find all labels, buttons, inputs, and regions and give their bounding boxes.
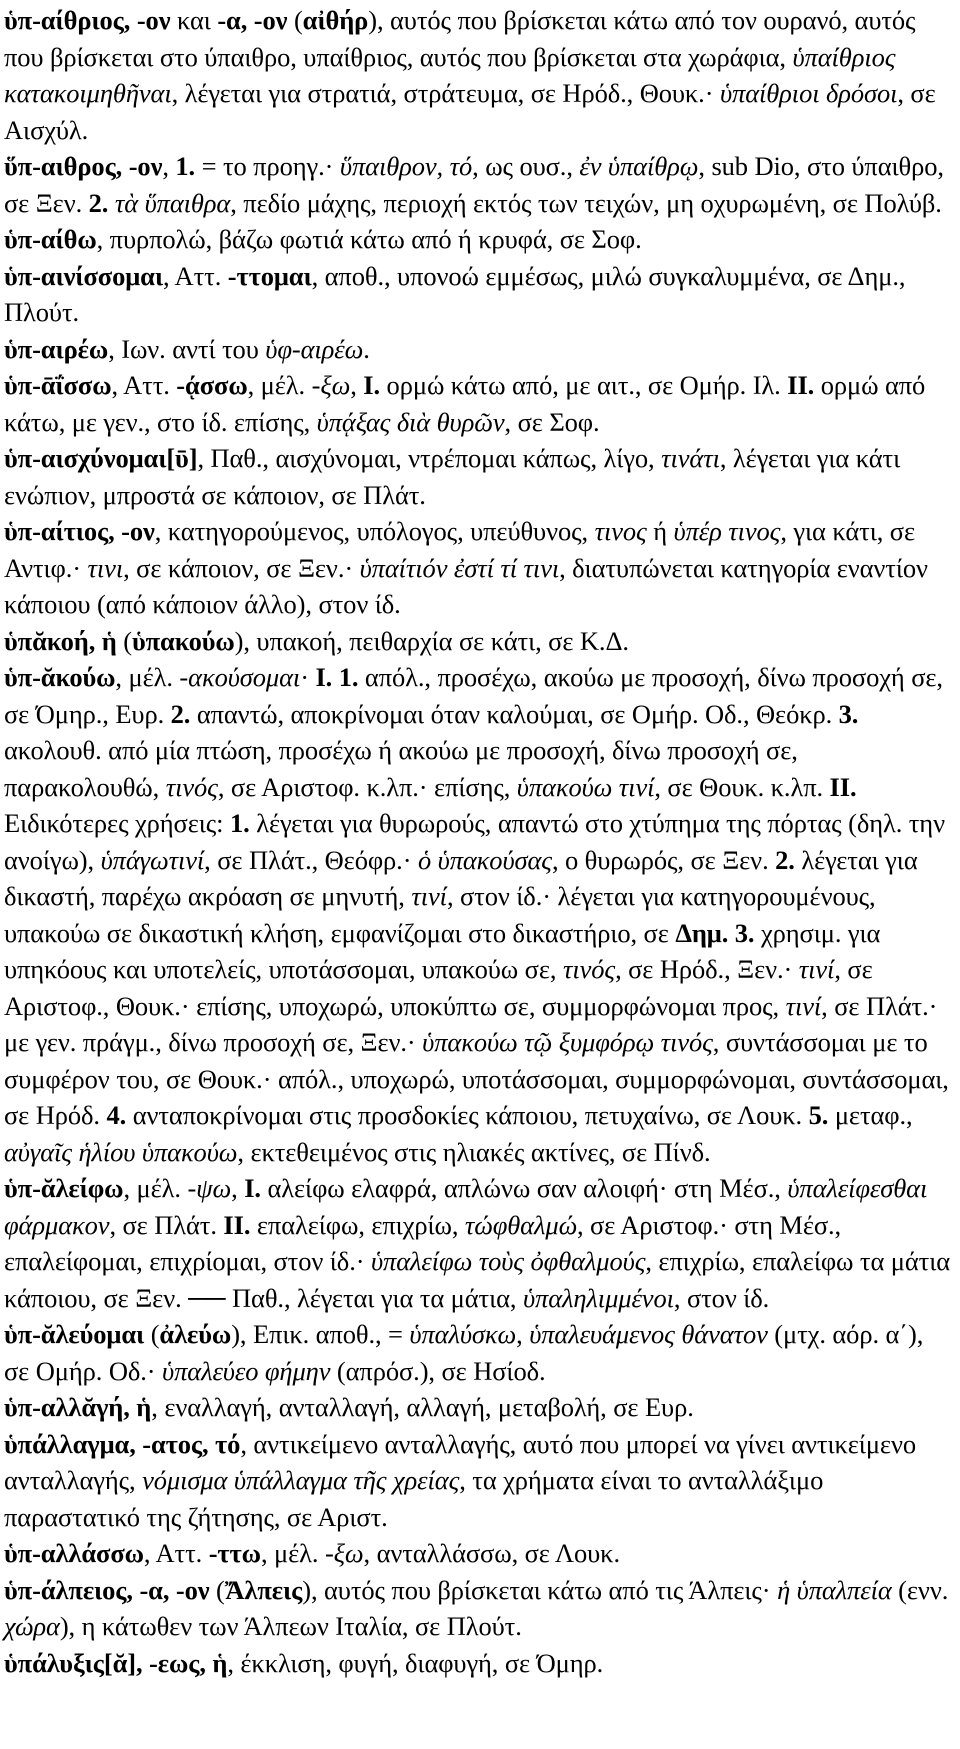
dictionary-entry (4, 367, 952, 440)
entry-text: χρησιμ. για υπηκόους και υποτελείς, υποτάσσομαι, υπακούω σε, (4, 917, 881, 984)
entry-text: ), η κάτωθεν των Άλπεων Ιταλία, σε Πλούτ. (59, 1611, 522, 1641)
entry-text: , πυρπολώ, βάζω φωτιά κάτω από ή κρυφά, σε Σοφ. (96, 224, 642, 254)
entry-text: , (231, 1173, 245, 1203)
dictionary-entry (4, 221, 952, 258)
entry-italic-text: τινί (785, 990, 822, 1021)
entry-bold-text: ὑπ-ᾰλεύομαι (4, 1319, 145, 1349)
entry-italic-text: -ψω (187, 1173, 232, 1203)
entry-text: (απρόσ.), σε Ησίοδ. (330, 1355, 546, 1386)
dictionary-entry (4, 148, 952, 221)
entry-bold-text: ὑπάλυξις[ᾰ], -εως, ἡ (4, 1647, 228, 1678)
entry-italic-text: τινί (411, 881, 447, 911)
entry-italic-text: ὑπακούω τῷ ξυμφόρῳ τινός (422, 1027, 713, 1057)
entry-text: μεταφ., (828, 1100, 913, 1130)
entry-text: , σε Σοφ. (504, 406, 600, 437)
entry-bold-text: ὑπ-αιρέω (4, 333, 109, 364)
entry-text: , για κάτι, σε Αντιφ.· (4, 516, 915, 583)
entry-bold-text: I. (244, 1173, 261, 1203)
entry-bold-text: -ττω (208, 1538, 261, 1568)
entry-text: ), υπακοή, πειθαρχία σε κάτι, σε Κ.Δ. (234, 625, 629, 656)
entry-bold-text: ἀλεύω (159, 1319, 232, 1349)
entry-text: , αποθ., υπονοώ εμμέσως, μιλώ συγκαλυμμένα, σε Δημ., Πλούτ. (4, 260, 906, 327)
entry-italic-text: ἡ ὑπαλπεία (777, 1574, 892, 1605)
dictionary-entry (4, 1645, 952, 1682)
entry-bold-text: ὑπ-αισχύνομαι[ῡ] (4, 443, 198, 473)
entry-text: ανταποκρίνομαι στις προσδοκίες κάποιου, πετυχαίνω, σε Λουκ. (126, 1100, 809, 1130)
entry-bold-text: 3. (838, 698, 859, 729)
entry-text: , αντικείμενο ανταλλαγής, αυτό που μπορεί να γίνει αντικείμενο ανταλλαγής, (4, 1428, 916, 1495)
entry-text: και (170, 5, 218, 35)
entry-text: , Παθ., αισχύνομαι, ντρέπομαι κάπως, λίγο, (197, 443, 662, 473)
entry-text: , διατυπώνεται κατηγορία εναντίον κάποιου (από κάποιον άλλο), στον ίδ. (4, 552, 928, 619)
entry-text: Ειδικότερες χρήσεις: (4, 808, 230, 838)
entry-bold-text: ὑπακούω (131, 625, 235, 656)
entry-text: · (300, 662, 316, 692)
entry-italic-text: ὑπαίτιόν ἐστί τί τινι (359, 552, 560, 583)
entry-bold-text: II. (787, 370, 815, 400)
entry-text: ( (209, 1574, 225, 1605)
entry-bold-text: ὑπ-αίθω (4, 224, 97, 254)
entry-text: επαλείφω, επιχρίω, (250, 1209, 465, 1240)
entry-text: λέγεται για δικαστή, παρέχω ακρόαση σε μηνυτή, (4, 844, 918, 911)
entry-italic-text: ὑπακούω τινί (516, 771, 655, 802)
entry-bold-text: ὑπ-αλλᾰγή, ἡ (4, 1392, 152, 1422)
entry-text: ), Επικ. αποθ., = (231, 1319, 410, 1349)
entry-text: , σε Ηρόδ., Ξεν.· (615, 954, 799, 984)
entry-bold-text: ὑπ-αίτιος, -ον (4, 516, 155, 546)
entry-italic-text: ὑπέρ τινος (673, 516, 781, 546)
entry-bold-text: 2. (775, 844, 795, 875)
entry-bold-text: ὑπ-άλπειος, -α, -ον (4, 1574, 210, 1605)
dictionary-entry (4, 440, 952, 513)
entry-italic-text: τινί (798, 954, 835, 984)
dictionary-entry (4, 623, 952, 660)
entry-bold-text: -α, -ον (217, 5, 288, 35)
entry-bold-text: ὑπᾰκοή, ἡ (4, 625, 117, 656)
entry-text: , μέλ. (260, 1538, 325, 1568)
entry-text: , σε Αριστοφ.· στη Μέσ., επαλείφομαι, επιχρίομαι, στον ίδ.· (4, 1209, 842, 1276)
entry-italic-text: ὑπαίθριοι δρόσοι (719, 78, 898, 108)
entry-bold-text: 3. (734, 917, 755, 948)
dictionary-entry (4, 513, 952, 623)
entry-bold-text: 1. (175, 151, 196, 181)
dictionary-entry (4, 659, 952, 1170)
entry-italic-text: -ακούσομαι (179, 662, 301, 692)
entry-text: , λέγεται για στρατιά, στράτευμα, σε Ηρόδ., Θουκ.· (171, 78, 720, 108)
entry-text: , σε Πλάτ., Θεόφρ.· (204, 844, 418, 875)
entry-text: , σε Πλάτ. (109, 1209, 224, 1240)
entry-bold-text: ὑπ-ᾰκούω (4, 662, 116, 692)
entry-text: ή (646, 516, 674, 546)
entry-text: , σε Αριστοφ. κ.λπ.· επίσης, (217, 771, 517, 802)
entry-bold-text: -ᾴσσω (176, 370, 248, 400)
entry-italic-text: ὁ ὑπακούσας (417, 844, 552, 875)
entry-text: , Ιων. αντί του (108, 333, 266, 364)
entry-bold-text: ὑπάλλαγμα, -ατος, τό (4, 1428, 241, 1459)
entry-text: , σε Πλάτ.· με γεν. πράγμ., δίνω προσοχή σε, Ξεν.· (4, 990, 938, 1057)
entry-italic-text: ὑπαίθριος κατακοιμηθῆναι (4, 41, 896, 108)
entry-text: , στον ίδ. (673, 1282, 770, 1313)
entry-text: , στον ίδ.· λέγεται για κατηγορουμένους, υπακούω σε δικαστική κλήση, εμφανίζομαι στο δικαστήριο, σε (4, 881, 876, 948)
entry-text: . (363, 333, 370, 364)
entry-text: , μέλ. (247, 370, 312, 400)
entry-text: , εκτεθειμένος στις ηλιακές ακτίνες, σε Πίνδ. (237, 1136, 711, 1167)
entry-text: (ενν. (891, 1574, 949, 1605)
entry-text: , σε Θουκ. κ.λπ. (654, 771, 830, 802)
entry-text: ), αυτός που βρίσκεται κάτω από τις Άλπεις· (302, 1574, 778, 1605)
entry-bold-text: ὑπ-ᾰλείφω (4, 1173, 124, 1203)
entry-text: , Αττ. (143, 1538, 209, 1568)
entry-bold-text: ὑπ-αλλάσσω (4, 1538, 144, 1568)
entry-bold-text: I. (363, 370, 381, 400)
entry-italic-text: νόμισμα ὑπάλλαγμα τῆς χρείας (142, 1465, 460, 1495)
entry-bold-text: 2. (88, 187, 109, 218)
dictionary-entry (4, 1389, 952, 1426)
dictionary-entry (4, 258, 952, 331)
entry-text: , σε κάποιον, σε Ξεν.· (123, 552, 360, 583)
entry-italic-text: ὑπάγωτινί (100, 844, 205, 875)
entry-italic-text: ὑπαλύσκω (409, 1319, 517, 1349)
dictionary-entry (4, 1170, 952, 1316)
entry-text: , ο θυρωρός, σε Ξεν. (551, 844, 776, 875)
dictionary-entry (4, 1316, 952, 1389)
entry-text: , σε Αισχύλ. (4, 78, 936, 145)
entry-bold-text: ὕπ-αιθρος, -ον (4, 151, 163, 181)
entry-italic-text: ἐν ὑπαίθρῳ (579, 151, 699, 181)
entry-text: , μέλ. (123, 1173, 188, 1203)
entry-text: (μτχ. αόρ. α΄), σε Ομήρ. Οδ.· (4, 1319, 924, 1386)
entry-bold-text: αἰθήρ (302, 5, 369, 35)
entry-italic-text: ὑπαλείφω τοὺς ὀφθαλμούς (370, 1246, 646, 1276)
entry-text: = το προηγ.· (195, 151, 340, 181)
entry-text: , συντάσσομαι με το συμφέρον του, σε Θουκ.· απόλ., υποχωρώ, υποτάσσομαι, συμμορφώνομαι, συντάσσομαι, σε Ηρόδ. (4, 1027, 949, 1130)
entry-italic-text: τὰ ὕπαιθρα (114, 187, 231, 218)
entry-text: ορμώ από κάτω, με γεν., στο ίδ. επίσης, (4, 370, 926, 437)
entry-bold-text: -ττομαι (227, 260, 312, 291)
entry-bold-text: ὑπ-αινίσσομαι (4, 260, 163, 291)
entry-italic-text: ὑπαληλιμμένοι (522, 1282, 674, 1313)
entry-italic-text: αὐγαῖς ἡλίου ὑπακούω (4, 1136, 238, 1167)
entry-text: ορμώ κάτω από, με αιτ., σε Ομήρ. Ιλ. (380, 370, 788, 400)
entry-italic-text: τινός (562, 954, 616, 984)
entry-bold-text: 5. (808, 1100, 829, 1130)
entry-text: , Αττ. (162, 260, 228, 291)
entry-text: ), αυτός που βρίσκεται κάτω από τον ουρανό, αυτός που βρίσκεται στο ύπαιθρο, υπαίθριος, αυτός που βρίσκεται στα χωράφια, (4, 5, 916, 72)
entry-bold-text: II. (223, 1209, 251, 1240)
entry-text: ακολουθ. από μία πτώση, προσέχω ή ακούω με προσοχή, δίνω προσοχή σε, παρακολουθώ, (4, 735, 798, 802)
entry-bold-text: 1. (229, 808, 250, 838)
entry-italic-text: ὑπαλευάμενος θάνατον (529, 1319, 768, 1349)
entry-italic-text: -ξω (324, 1538, 364, 1568)
entry-italic-text: ὑφ-αιρέω (265, 333, 364, 364)
entry-text: , (350, 370, 364, 400)
entry-text: , λέγεται για κάτι ενώπιον, μπροστά σε κάποιον, σε Πλάτ. (4, 443, 901, 510)
dictionary-entry (4, 1535, 952, 1572)
dictionary-entry (4, 2, 952, 148)
entry-italic-text: ὑπαλεύεο φήμην (162, 1355, 331, 1386)
entry-italic-text: -ξω (311, 370, 351, 400)
entry-text: ( (287, 5, 303, 35)
entry-bold-text: Δημ. (675, 917, 729, 948)
entry-text: , μέλ. (115, 662, 180, 692)
entry-text: ( (116, 625, 132, 656)
entry-text: απόλ., προσέχω, ακούω με προσοχή, δίνω προσοχή σε, σε Όμηρ., Ευρ. (4, 662, 943, 729)
entry-text: , τα χρήματα είναι το ανταλλάξιμο παραστατικό της ζήτησης, σε Αριστ. (4, 1465, 824, 1532)
dictionary-entry (4, 331, 952, 368)
entry-text: , ως ουσ., (472, 151, 580, 181)
entry-italic-text: τινι (87, 552, 124, 583)
dictionary-entry (4, 1572, 952, 1645)
entry-text: ( (144, 1319, 160, 1349)
entry-text: , επιχρίω, επαλείφω τα μάτια κάποιου, σε Ξεν. ── Παθ., λέγεται για τα μάτια, (4, 1246, 951, 1313)
entry-bold-text: II. (829, 771, 857, 802)
entry-text: , εναλλαγή, ανταλλαγή, αλλαγή, μεταβολή, σε Ευρ. (151, 1392, 694, 1422)
entry-text: , κατηγορούμενος, υπόλογος, υπεύθυνος, (154, 516, 595, 546)
entry-bold-text: Ἄλπεις (224, 1574, 303, 1605)
entry-italic-text: ὑπαλείφεσθαι φάρμακον (4, 1173, 928, 1240)
entry-text: , (162, 151, 176, 181)
entry-text: απαντώ, αποκρίνομαι όταν καλούμαι, σε Ομήρ. Οδ., Θεόκρ. (190, 698, 839, 729)
entry-text: , Αττ. (111, 370, 177, 400)
entry-bold-text: 4. (106, 1100, 127, 1130)
entry-text: λέγεται για θυρωρούς, απαντώ στο χτύπημα της πόρτας (δηλ. την ανοίγω), (4, 808, 945, 875)
entry-text: , πεδίο μάχης, περιοχή εκτός των τειχών, μη οχυρωμένη, σε Πολύβ. (230, 187, 942, 218)
entry-text: , σε Αριστοφ., Θουκ.· επίσης, υποχωρώ, υποκύπτω σε, συμμορφώνομαι προς, (4, 954, 873, 1021)
entry-text: , (516, 1319, 530, 1349)
entry-text: αλείφω ελαφρά, απλώνω σαν αλοιφή· στη Μέσ., (260, 1173, 788, 1203)
entry-bold-text: I. 1. (315, 662, 359, 692)
entry-italic-text: χώρα (4, 1611, 60, 1641)
entry-text: , sub Dio, στο ύπαιθρο, σε Ξεν. (4, 151, 944, 218)
entry-bold-text: 2. (170, 698, 191, 729)
dictionary-entry (4, 1426, 952, 1536)
entry-bold-text: ὑπ-αίθριος, -ον (4, 5, 171, 35)
entry-italic-text: τινος (594, 516, 647, 546)
entry-italic-text: τώφθαλμώ (464, 1209, 577, 1240)
entry-italic-text: ὑπᾴξας διὰ θυρῶν (316, 406, 505, 437)
entry-text: , ανταλλάσσω, σε Λουκ. (363, 1538, 620, 1568)
entry-text: , έκκλιση, φυγή, διαφυγή, σε Όμηρ. (227, 1647, 604, 1678)
entry-bold-text: ὑπ-ᾱΐσσω (4, 370, 112, 400)
entry-italic-text: τινός (165, 771, 218, 802)
entry-italic-text: τινάτι (661, 443, 720, 473)
entry-italic-text: ὕπαιθρον, τό (339, 151, 473, 181)
